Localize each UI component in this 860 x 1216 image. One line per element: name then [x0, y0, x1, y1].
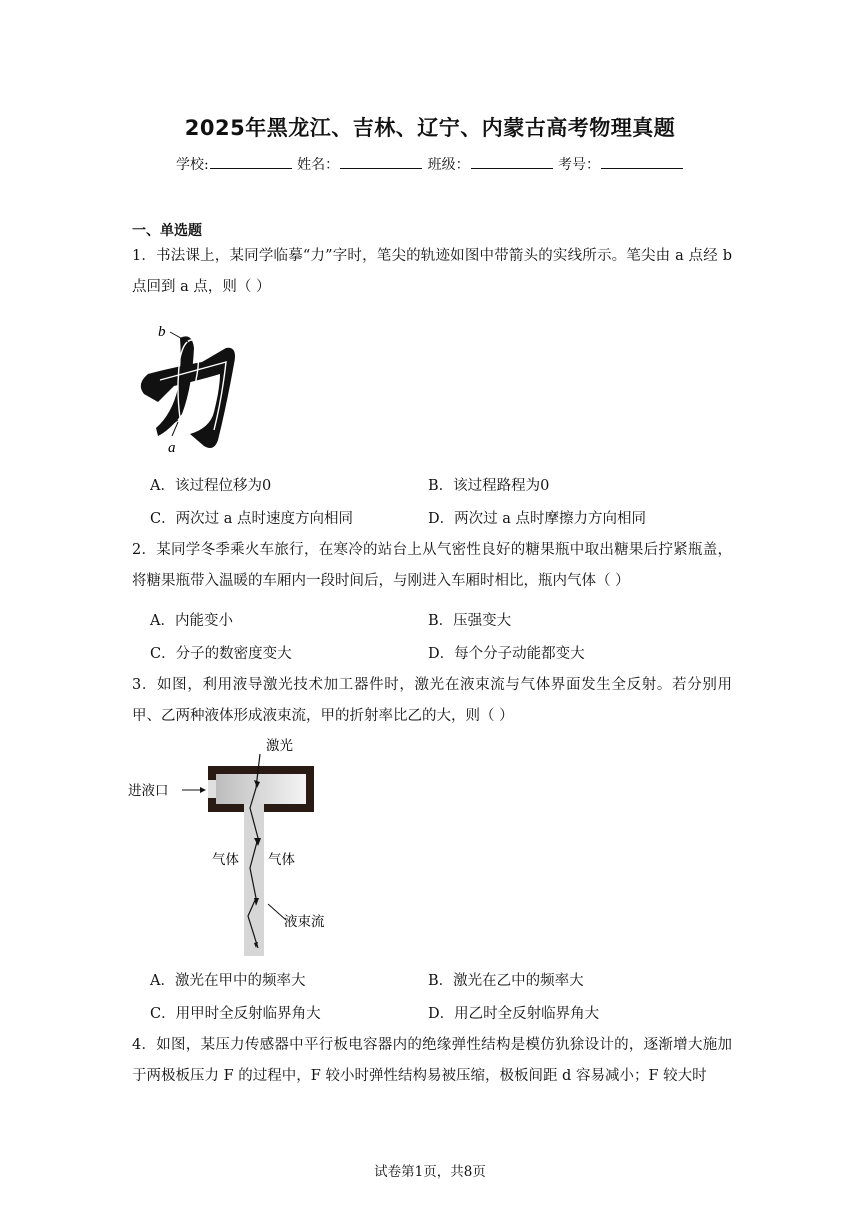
class-blank[interactable] [471, 156, 553, 169]
question-4-text: 4．如图，某压力传感器中平行板电容器内的绝缘弹性结构是模仿犰狳设计的，逐渐增大施加于两极板压力 F 的过程中，F 较小时弹性结构易被压缩，极板间距 d 容易减小；F 较大时 [132, 1037, 732, 1084]
fig3-laser-label: 激光 [266, 738, 293, 753]
q2-option-a[interactable]: A．内能变小 [150, 613, 233, 629]
school-blank[interactable] [210, 156, 292, 169]
fig3-gas-left-label: 气体 [212, 852, 239, 867]
q2-option-c[interactable]: C．分子的数密度变大 [150, 646, 292, 662]
question-2-text: 2．某同学冬季乘火车旅行，在寒冷的站台上从气密性良好的糖果瓶中取出糖果后拧紧瓶盖，将糖果瓶带入温暖的车厢内一段时间后，与刚进入车厢时相比，瓶内气体（ ） [132, 542, 732, 589]
page-title: 2025年黑龙江、吉林、辽宁、内蒙古高考物理真题 [184, 116, 676, 140]
q3-option-d[interactable]: D．用乙时全反射临界角大 [428, 1006, 600, 1022]
number-label: 考号： [558, 157, 601, 173]
q1-option-c[interactable]: C．两次过 a 点时速度方向相同 [150, 511, 353, 527]
question-3-text: 3．如图，利用液导激光技术加工器件时，激光在液束流与气体界面发生全反射。若分别用甲、乙两种液体形成液束流，甲的折射率比乙的大，则（ ） [132, 677, 732, 724]
q1-option-b[interactable]: B．该过程路程为0 [428, 478, 550, 494]
laser-stream-figure [128, 736, 348, 958]
class-label: 班级： [427, 157, 470, 173]
fig1-label-b: b [158, 324, 166, 340]
fig3-inlet-label: 进液口 [128, 783, 169, 798]
fig3-stream-label: 液束流 [284, 914, 325, 929]
q2-option-b[interactable]: B．压强变大 [428, 613, 512, 629]
q3-option-c[interactable]: C．用甲时全反射临界角大 [150, 1006, 321, 1022]
student-info-line [0, 154, 860, 174]
q2-option-d[interactable]: D．每个分子动能都变大 [428, 646, 585, 662]
q3-option-a[interactable]: A．激光在甲中的频率大 [150, 973, 306, 989]
page-footer: 试卷第1页，共8页 [374, 1164, 486, 1180]
school-label: 学校: [175, 157, 209, 173]
fig3-gas-right-label: 气体 [268, 852, 295, 867]
q3-option-b[interactable]: B．激光在乙中的频率大 [428, 973, 584, 989]
name-label: 姓名： [297, 157, 340, 173]
fig1-label-a: a [168, 440, 176, 456]
question-1-text: 1．书法课上，某同学临摹“力”字时，笔尖的轨迹如图中带箭头的实线所示。笔尖由 a 点经 b 点回到 a 点，则（ ） [132, 248, 732, 295]
calligraphy-li-figure [130, 318, 250, 456]
q1-option-a[interactable]: A．该过程位移为0 [150, 478, 272, 494]
section-heading: 一、单选题 [132, 223, 202, 239]
q1-option-d[interactable]: D．两次过 a 点时摩擦力方向相同 [428, 511, 646, 527]
name-blank[interactable] [340, 156, 422, 169]
number-blank[interactable] [601, 156, 683, 169]
